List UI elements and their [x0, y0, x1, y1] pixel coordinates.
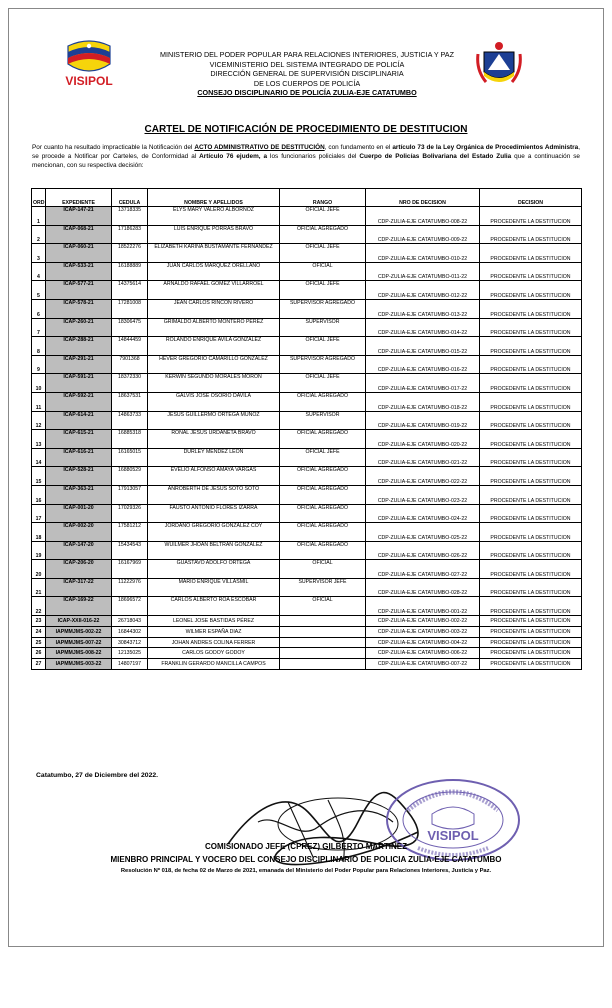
- table-row: [32, 616, 582, 627]
- row-cedula: 15434543: [112, 541, 148, 560]
- row-rango: OFICIAL JEFE: [280, 244, 366, 263]
- row-nro-decision: CDP-ZULIA-EJE CATATUMBO-003-22: [366, 626, 480, 637]
- row-expediente: ICAP-591-21: [46, 374, 112, 393]
- row-decision: PROCEDENTE LA DESTITUCION: [480, 504, 582, 523]
- table-row: [32, 541, 582, 560]
- row-decision: PROCEDENTE LA DESTITUCION: [480, 299, 582, 318]
- place-date: Catatumbo, 27 de Diciembre del 2022.: [36, 772, 159, 779]
- row-nombre: JUAN CARLOS MARQUEZ ORELLANO: [148, 262, 280, 281]
- row-ord: 25: [32, 637, 46, 648]
- row-decision: PROCEDENTE LA DESTITUCION: [480, 637, 582, 648]
- row-decision: PROCEDENTE LA DESTITUCION: [480, 648, 582, 659]
- row-ord: 19: [32, 541, 46, 560]
- row-nombre: RONAL JESUS URDANETA BRAVO: [148, 430, 280, 449]
- row-nombre: ANROBERTH DE JESUS SOTO SOTO: [148, 485, 280, 504]
- col-expediente: EXPEDIENTE: [46, 189, 112, 207]
- header-direction: DIRECCIÓN GENERAL DE SUPERVISIÓN DISCIPLINARIA: [210, 69, 404, 79]
- row-nombre: MARIO ENRIQUE VILLASMIL: [148, 578, 280, 597]
- row-nombre: GUASTAVO ADOLFO ORTEGA: [148, 560, 280, 579]
- row-nombre: JESUS GUILLERMO ORTEGA MUÑOZ: [148, 411, 280, 430]
- signatory-name: COMISIONADO JEFE (CPREZ) GILBERTO MARTINEZ: [204, 842, 408, 851]
- resolution-reference: Resolución Nº 018, de fecha 02 de Marzo de 2021, emanada del Ministerio del Poder Popular para Relaciones Interiores, Justicia y Paz.: [120, 868, 492, 874]
- row-expediente: ICAP-363-21: [46, 485, 112, 504]
- table-row: [32, 262, 582, 281]
- row-decision: PROCEDENTE LA DESTITUCION: [480, 541, 582, 560]
- row-nombre: JORDANO GREGORIO GONZALEZ COY: [148, 523, 280, 542]
- row-cedula: 18696572: [112, 597, 148, 616]
- col-nombre: NOMBRE Y APELLIDOS: [148, 189, 280, 207]
- signatory-role: MIENBRO PRINCIPAL Y VOCERO DEL CONSEJO DISCIPLINARIO DE POLICIA ZULIA-EJE CATATUMBO: [110, 855, 502, 864]
- row-nro-decision: CDP-ZULIA-EJE CATATUMBO-021-22: [366, 448, 480, 467]
- row-decision: PROCEDENTE LA DESTITUCION: [480, 659, 582, 670]
- intro-paragraph: Por cuanto ha resultado impracticable la Notificación del ACTO ADMINISTRATIVO DE DESTITUCIÓN, con fundamento en el artículo 73 de la Ley Orgánica de Procedimientos Administra, se procede a Notificar por Carteles, de Conformidad al Artículo 76 ejudem, a los funcionarios policiales del Cuerpo de Policías Bolivariana del Estado Zulia que a continuación se mencionan, con su respectiva decisión:: [32, 144, 580, 169]
- row-ord: 12: [32, 411, 46, 430]
- header-ministry: MINISTERIO DEL PODER POPULAR PARA RELACIONES INTERIORES, JUSTICIA Y PAZ: [160, 50, 454, 59]
- row-nombre: FRANKLIN GERARDO MANCILLA CAMPOS: [148, 659, 280, 670]
- table-row: [32, 337, 582, 356]
- row-decision: PROCEDENTE LA DESTITUCION: [480, 430, 582, 449]
- row-cedula: 11222976: [112, 578, 148, 597]
- row-ord: 27: [32, 659, 46, 670]
- col-rango: RANGO: [280, 189, 366, 207]
- row-ord: 8: [32, 337, 46, 356]
- table-row: [32, 225, 582, 244]
- row-rango: OFICIAL AGREGADO: [280, 504, 366, 523]
- row-nro-decision: CDP-ZULIA-EJE CATATUMBO-009-22: [366, 225, 480, 244]
- row-expediente: ICAP-068-21: [46, 225, 112, 244]
- row-cedula: 14807197: [112, 659, 148, 670]
- table-row: [32, 523, 582, 542]
- table-row: [32, 467, 582, 486]
- table-row: [32, 448, 582, 467]
- row-ord: 16: [32, 485, 46, 504]
- row-nro-decision: CDP-ZULIA-EJE CATATUMBO-013-22: [366, 299, 480, 318]
- visipol-logo: [58, 38, 120, 90]
- row-nro-decision: CDP-ZULIA-EJE CATATUMBO-027-22: [366, 560, 480, 579]
- table-row: [32, 578, 582, 597]
- header-council: CONSEJO DISCIPLINARIO DE POLICÍA ZULIA-EJE CATATUMBO: [197, 88, 417, 98]
- row-expediente: ICAP-614-21: [46, 411, 112, 430]
- table-row: [32, 355, 582, 374]
- row-cedula: 18306475: [112, 318, 148, 337]
- row-decision: PROCEDENTE LA DESTITUCION: [480, 318, 582, 337]
- row-decision: PROCEDENTE LA DESTITUCION: [480, 485, 582, 504]
- row-decision: PROCEDENTE LA DESTITUCION: [480, 225, 582, 244]
- row-ord: 3: [32, 244, 46, 263]
- row-nombre: JOHAN ANDRES COLINA FERRER: [148, 637, 280, 648]
- row-nro-decision: CDP-ZULIA-EJE CATATUMBO-024-22: [366, 504, 480, 523]
- document-header: [140, 50, 474, 98]
- row-nombre: KERWIN SEGUNDO MORALES MORON: [148, 374, 280, 393]
- row-rango: SUPERVISOR: [280, 411, 366, 430]
- row-cedula: 17913057: [112, 485, 148, 504]
- row-decision: PROCEDENTE LA DESTITUCION: [480, 411, 582, 430]
- row-rango: [280, 616, 366, 627]
- row-rango: OFICIAL JEFE: [280, 374, 366, 393]
- table-row: [32, 648, 582, 659]
- row-ord: 17: [32, 504, 46, 523]
- col-cedula: CEDULA: [112, 189, 148, 207]
- row-cedula: 14863733: [112, 411, 148, 430]
- row-expediente: IAPMMJMS-007-22: [46, 637, 112, 648]
- document-title: CARTEL DE NOTIFICACIÓN DE PROCEDIMIENTO DE DESTITUCION: [144, 124, 468, 135]
- row-ord: 9: [32, 355, 46, 374]
- row-nro-decision: CDP-ZULIA-EJE CATATUMBO-017-22: [366, 374, 480, 393]
- row-rango: OFICIAL JEFE: [280, 337, 366, 356]
- row-expediente: ICAP-206-20: [46, 560, 112, 579]
- row-decision: PROCEDENTE LA DESTITUCION: [480, 578, 582, 597]
- zulia-coat-of-arms: [476, 40, 522, 90]
- row-nombre: GALVIS JOSE OSORIO DAVILA: [148, 392, 280, 411]
- row-cedula: 18637531: [112, 392, 148, 411]
- row-nombre: CARLOS ALBERTO ROA ESCOBAR: [148, 597, 280, 616]
- table-row: [32, 207, 582, 226]
- row-cedula: 17281008: [112, 299, 148, 318]
- row-expediente: ICAP-147-20: [46, 541, 112, 560]
- row-ord: 15: [32, 467, 46, 486]
- row-cedula: 16165015: [112, 448, 148, 467]
- row-decision: PROCEDENTE LA DESTITUCION: [480, 244, 582, 263]
- row-decision: PROCEDENTE LA DESTITUCION: [480, 355, 582, 374]
- row-expediente: ICAP-577-21: [46, 281, 112, 300]
- row-nombre: ARNALDO RAFAEL GOMEZ VILLARROEL: [148, 281, 280, 300]
- row-ord: 5: [32, 281, 46, 300]
- row-cedula: 14844459: [112, 337, 148, 356]
- row-ord: 11: [32, 392, 46, 411]
- row-rango: OFICIAL AGREGADO: [280, 485, 366, 504]
- table-row: [32, 281, 582, 300]
- row-expediente: ICAP-317-22: [46, 578, 112, 597]
- table-row: [32, 318, 582, 337]
- visipol-logo-text: VISIPOL: [65, 74, 113, 88]
- row-cedula: 18522276: [112, 244, 148, 263]
- row-nombre: CARLOS GODOY GODOY: [148, 648, 280, 659]
- row-rango: OFICIAL AGREGADO: [280, 523, 366, 542]
- row-nombre: ROLANDO ENRIQUE AVILA GONZALEZ: [148, 337, 280, 356]
- row-nombre: JEAN CARLOS RINCON RIVERO: [148, 299, 280, 318]
- row-ord: 18: [32, 523, 46, 542]
- row-cedula: 16885318: [112, 430, 148, 449]
- row-nro-decision: CDP-ZULIA-EJE CATATUMBO-018-22: [366, 392, 480, 411]
- row-cedula: 17029326: [112, 504, 148, 523]
- row-ord: 13: [32, 430, 46, 449]
- row-expediente: ICAP-060-21: [46, 244, 112, 263]
- row-expediente: ICAP-578-21: [46, 299, 112, 318]
- table-row: [32, 430, 582, 449]
- row-cedula: 7901368: [112, 355, 148, 374]
- row-cedula: 17186283: [112, 225, 148, 244]
- row-ord: 24: [32, 626, 46, 637]
- notification-table: [31, 188, 582, 670]
- row-cedula: 26718043: [112, 616, 148, 627]
- row-expediente: ICAP-616-21: [46, 448, 112, 467]
- row-nro-decision: CDP-ZULIA-EJE CATATUMBO-016-22: [366, 355, 480, 374]
- row-expediente: ICAP-169-22: [46, 597, 112, 616]
- row-ord: 14: [32, 448, 46, 467]
- table-row: [32, 626, 582, 637]
- row-decision: PROCEDENTE LA DESTITUCION: [480, 616, 582, 627]
- row-nro-decision: CDP-ZULIA-EJE CATATUMBO-002-22: [366, 616, 480, 627]
- row-ord: 4: [32, 262, 46, 281]
- row-cedula: 17581212: [112, 523, 148, 542]
- row-ord: 21: [32, 578, 46, 597]
- row-ord: 26: [32, 648, 46, 659]
- row-nombre: DURLEY MENDEZ LEON: [148, 448, 280, 467]
- row-expediente: ICAP-291-21: [46, 355, 112, 374]
- row-ord: 1: [32, 207, 46, 226]
- row-expediente: IAPMMJMS-002-22: [46, 626, 112, 637]
- row-rango: OFICIAL: [280, 597, 366, 616]
- table-row: [32, 299, 582, 318]
- row-expediente: ICAP-147-21: [46, 207, 112, 226]
- row-ord: 7: [32, 318, 46, 337]
- row-decision: PROCEDENTE LA DESTITUCION: [480, 448, 582, 467]
- row-rango: SUPERVISOR AGREGADO: [280, 355, 366, 374]
- row-cedula: 30843712: [112, 637, 148, 648]
- row-decision: PROCEDENTE LA DESTITUCION: [480, 597, 582, 616]
- table-row: [32, 374, 582, 393]
- row-ord: 20: [32, 560, 46, 579]
- row-cedula: 16844302: [112, 626, 148, 637]
- row-cedula: 12135025: [112, 648, 148, 659]
- row-expediente: ICAP-533-21: [46, 262, 112, 281]
- row-nombre: WUILMER JHOAN BELTRAN GONZALEZ: [148, 541, 280, 560]
- col-nro-decision: NRO DE DECISION: [366, 189, 480, 207]
- row-rango: OFICIAL AGREGADO: [280, 430, 366, 449]
- row-ord: 6: [32, 299, 46, 318]
- table-header-row: [32, 189, 582, 207]
- row-expediente: IAPMMJMS-003-22: [46, 659, 112, 670]
- row-nro-decision: CDP-ZULIA-EJE CATATUMBO-007-22: [366, 659, 480, 670]
- row-ord: 2: [32, 225, 46, 244]
- row-nro-decision: CDP-ZULIA-EJE CATATUMBO-014-22: [366, 318, 480, 337]
- row-nro-decision: CDP-ZULIA-EJE CATATUMBO-023-22: [366, 485, 480, 504]
- row-rango: OFICIAL: [280, 560, 366, 579]
- row-expediente: ICAP-592-21: [46, 392, 112, 411]
- row-decision: PROCEDENTE LA DESTITUCION: [480, 207, 582, 226]
- row-nombre: GRIMALDO ALBERTO MONTERO PEREZ: [148, 318, 280, 337]
- row-rango: OFICIAL JEFE: [280, 207, 366, 226]
- row-cedula: 16167969: [112, 560, 148, 579]
- row-decision: PROCEDENTE LA DESTITUCION: [480, 467, 582, 486]
- row-rango: OFICIAL: [280, 262, 366, 281]
- row-cedula: 16880529: [112, 467, 148, 486]
- row-nombre: EVELIO ALFONSO AMAYA VARGAS: [148, 467, 280, 486]
- row-nro-decision: CDP-ZULIA-EJE CATATUMBO-001-22: [366, 597, 480, 616]
- row-nro-decision: CDP-ZULIA-EJE CATATUMBO-008-22: [366, 207, 480, 226]
- row-decision: PROCEDENTE LA DESTITUCION: [480, 262, 582, 281]
- table-row: [32, 637, 582, 648]
- row-decision: PROCEDENTE LA DESTITUCION: [480, 560, 582, 579]
- row-nro-decision: CDP-ZULIA-EJE CATATUMBO-028-22: [366, 578, 480, 597]
- row-nro-decision: CDP-ZULIA-EJE CATATUMBO-025-22: [366, 523, 480, 542]
- row-rango: [280, 659, 366, 670]
- row-cedula: 14375614: [112, 281, 148, 300]
- row-nombre: ELIZABETH KARINA BUSTAMANTE FERNANDEZ: [148, 244, 280, 263]
- row-decision: PROCEDENTE LA DESTITUCION: [480, 523, 582, 542]
- row-ord: 10: [32, 374, 46, 393]
- row-decision: PROCEDENTE LA DESTITUCION: [480, 392, 582, 411]
- table-row: [32, 504, 582, 523]
- row-nombre: LUIS ENRIQUE PORRAS BRAVO: [148, 225, 280, 244]
- header-vice-ministry: VICEMINISTERIO DEL SISTEMA INTEGRADO DE POLICÍA: [209, 59, 405, 69]
- table-row: [32, 485, 582, 504]
- table-row: [32, 411, 582, 430]
- row-rango: OFICIAL JEFE: [280, 281, 366, 300]
- row-expediente: ICAP-615-21: [46, 430, 112, 449]
- table-row: [32, 560, 582, 579]
- row-expediente: ICAP-001-20: [46, 504, 112, 523]
- row-rango: SUPERVISOR: [280, 318, 366, 337]
- table-row: [32, 392, 582, 411]
- row-nro-decision: CDP-ZULIA-EJE CATATUMBO-006-22: [366, 648, 480, 659]
- row-cedula: 13718335: [112, 207, 148, 226]
- row-rango: [280, 626, 366, 637]
- seal-logo-text: VISIPOL: [427, 828, 479, 843]
- row-expediente: IAPMMJMS-008-22: [46, 648, 112, 659]
- row-nro-decision: CDP-ZULIA-EJE CATATUMBO-012-22: [366, 281, 480, 300]
- row-nombre: HEVER GREGORIO CAMARILLO GONZALEZ: [148, 355, 280, 374]
- row-expediente: ICAP-288-21: [46, 337, 112, 356]
- row-rango: [280, 637, 366, 648]
- row-nombre: WILMER ESPAÑA DIAZ: [148, 626, 280, 637]
- row-decision: PROCEDENTE LA DESTITUCION: [480, 337, 582, 356]
- row-nombre: FAUSTO ANTONIO FLORES IZARRA: [148, 504, 280, 523]
- row-rango: OFICIAL AGREGADO: [280, 467, 366, 486]
- row-expediente: ICAP-XXII-016-22: [46, 616, 112, 627]
- row-nro-decision: CDP-ZULIA-EJE CATATUMBO-020-22: [366, 430, 480, 449]
- row-nro-decision: CDP-ZULIA-EJE CATATUMBO-011-22: [366, 262, 480, 281]
- row-nombre: LEONEL JOSE BASTIDAS PÉREZ: [148, 616, 280, 627]
- row-ord: 22: [32, 597, 46, 616]
- row-expediente: ICAP-260-21: [46, 318, 112, 337]
- row-rango: OFICIAL AGREGADO: [280, 225, 366, 244]
- col-decision: DECISION: [480, 189, 582, 207]
- row-rango: SUPERVISOR AGREGADO: [280, 299, 366, 318]
- table-row: [32, 597, 582, 616]
- row-cedula: 16188889: [112, 262, 148, 281]
- row-nro-decision: CDP-ZULIA-EJE CATATUMBO-026-22: [366, 541, 480, 560]
- row-nro-decision: CDP-ZULIA-EJE CATATUMBO-004-22: [366, 637, 480, 648]
- row-rango: [280, 648, 366, 659]
- col-ord: ORD: [32, 189, 46, 207]
- row-ord: 23: [32, 616, 46, 627]
- row-nombre: ELYS MARY VALERO ALBORNOZ: [148, 207, 280, 226]
- row-nro-decision: CDP-ZULIA-EJE CATATUMBO-010-22: [366, 244, 480, 263]
- row-decision: PROCEDENTE LA DESTITUCION: [480, 374, 582, 393]
- row-cedula: 18372330: [112, 374, 148, 393]
- table-row: [32, 244, 582, 263]
- row-nro-decision: CDP-ZULIA-EJE CATATUMBO-015-22: [366, 337, 480, 356]
- row-rango: OFICIAL AGREGADO: [280, 392, 366, 411]
- row-nro-decision: CDP-ZULIA-EJE CATATUMBO-022-22: [366, 467, 480, 486]
- row-decision: PROCEDENTE LA DESTITUCION: [480, 626, 582, 637]
- row-decision: PROCEDENTE LA DESTITUCION: [480, 281, 582, 300]
- table-row: [32, 659, 582, 670]
- row-rango: OFICIAL AGREGADO: [280, 541, 366, 560]
- row-expediente: ICAP-002-20: [46, 523, 112, 542]
- header-police-bodies: DE LOS CUERPOS DE POLICÍA: [253, 78, 361, 88]
- row-rango: OFICIAL JEFE: [280, 448, 366, 467]
- row-expediente: ICAP-528-21: [46, 467, 112, 486]
- row-nro-decision: CDP-ZULIA-EJE CATATUMBO-019-22: [366, 411, 480, 430]
- row-rango: SUPERVISOR JEFE: [280, 578, 366, 597]
